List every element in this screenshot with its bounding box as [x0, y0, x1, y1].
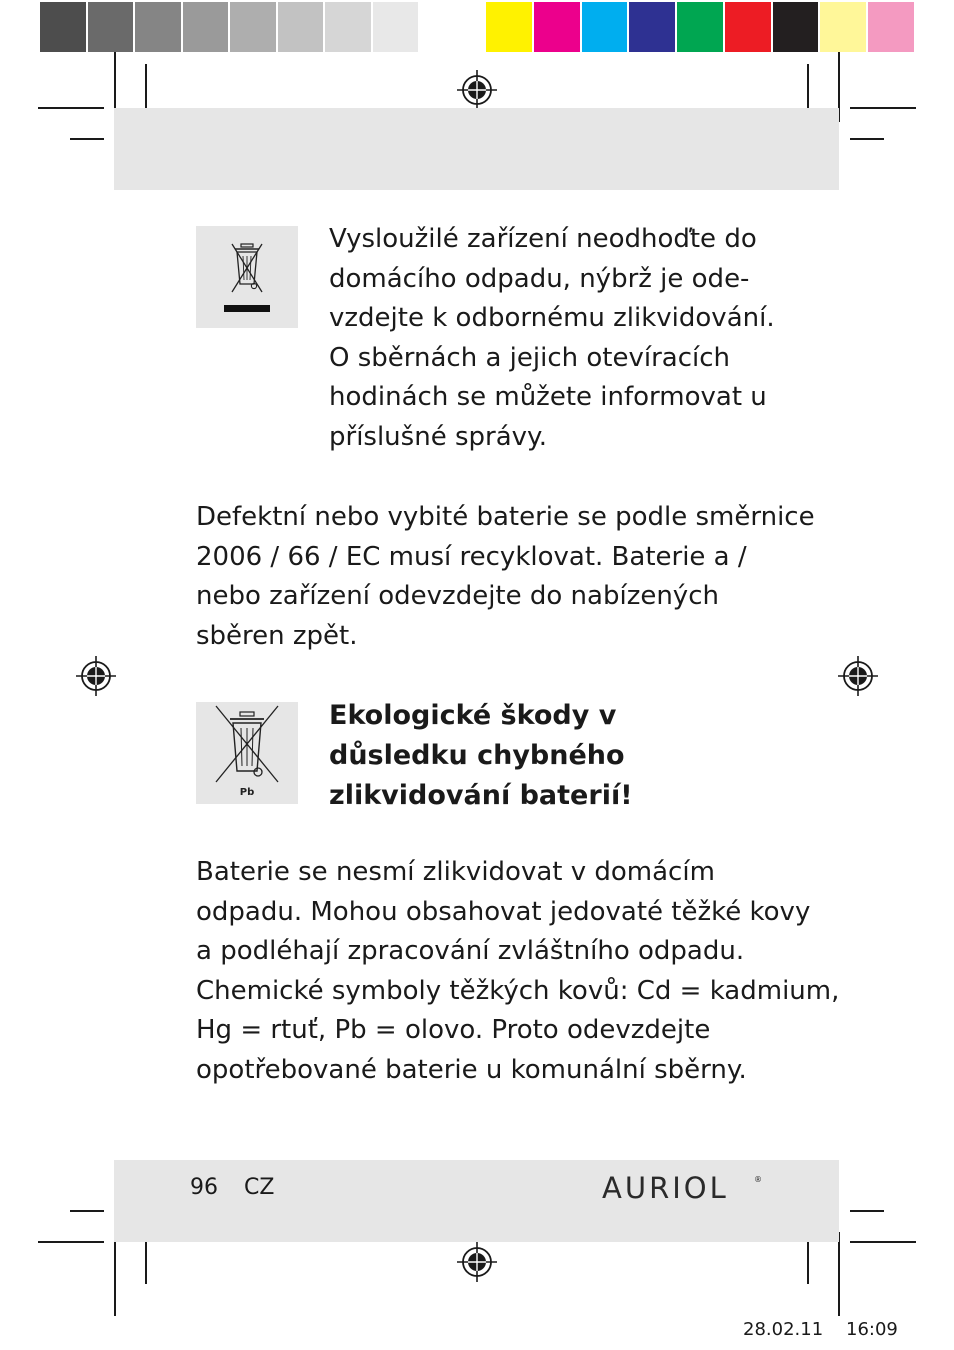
text-line: vzdejte k odbornému zlikvidování. [329, 303, 775, 333]
color-swatch [773, 2, 821, 52]
text-line: Baterie se nesmí zlikvidovat v domácím [196, 857, 715, 887]
color-swatch [820, 2, 868, 52]
crop-mark [850, 1241, 916, 1243]
crop-mark [70, 138, 104, 140]
auriol-logo [600, 1170, 762, 1206]
color-swatch [868, 2, 916, 52]
ecological-damage-heading [329, 696, 769, 816]
gray-swatch [135, 2, 183, 52]
battery-recycling-paragraph [196, 498, 815, 656]
heading-line: zlikvidování baterií! [329, 780, 633, 811]
gray-swatch [88, 2, 136, 52]
text-line: Hg = rtuť, Pb = olovo. Proto odevzdejte [196, 1015, 711, 1045]
print-date: 28.02.11 [743, 1319, 824, 1340]
gray-swatch [40, 2, 88, 52]
trademark-symbol: ® [754, 1175, 762, 1184]
color-swatch [725, 2, 773, 52]
language-code: CZ [244, 1175, 275, 1200]
text-line: a podléhají zpracování zvláštního odpadu. [196, 936, 745, 966]
text-line: 2006 / 66 / EC musí recyklovat. Baterie a / [196, 541, 747, 572]
registration-mark-icon [457, 1242, 497, 1282]
page-header-band [114, 108, 839, 190]
crop-mark [850, 107, 916, 109]
color-swatch [629, 2, 677, 52]
color-swatch [582, 2, 630, 52]
gray-swatch [183, 2, 231, 52]
brand-name: AURIOL [602, 1171, 729, 1205]
disposal-paragraph [329, 220, 775, 457]
grayscale-color-bar [40, 2, 468, 52]
gray-swatch [278, 2, 326, 52]
crop-mark [850, 1210, 884, 1212]
gray-swatch [230, 2, 278, 52]
color-swatch [677, 2, 725, 52]
gray-swatch [420, 2, 468, 52]
heading-line: důsledku chybného [329, 740, 625, 771]
lead-label: Pb [239, 787, 255, 798]
heading-line: Ekologické škody v [329, 700, 617, 731]
text-line: odpadu. Mohou obsahovat jedovaté těžké kovy [196, 896, 811, 927]
crop-mark [850, 138, 884, 140]
text-line: Defektní nebo vybité baterie se podle směrnice [196, 502, 815, 532]
crossed-out-battery-bin-icon [196, 702, 298, 804]
gray-swatch [373, 2, 421, 52]
page-number: 96 [190, 1175, 218, 1200]
text-line: opotřebované baterie u komunální sběrny. [196, 1054, 747, 1085]
weee-symbol-box [196, 226, 298, 328]
text-line: Vysloužilé zařízení neodhoďte do [329, 224, 757, 254]
crop-mark [38, 107, 104, 109]
crop-mark [114, 1232, 116, 1316]
text-line: domácího odpadu, nýbrž je ode- [329, 263, 750, 294]
text-line: Chemické symboly těžkých kovů: Cd = kadmium, [196, 975, 840, 1006]
text-line: O sběrnách a jejich otevíracích [329, 342, 730, 373]
color-swatch [486, 2, 534, 52]
crossed-out-wheelie-bin-icon [196, 226, 298, 328]
gray-swatch [325, 2, 373, 52]
process-color-bar [486, 2, 916, 52]
print-time: 16:09 [846, 1319, 898, 1340]
text-line: sběren zpět. [196, 620, 358, 651]
text-line: nebo zařízení odevzdejte do nabízených [196, 581, 719, 611]
crop-mark [838, 1232, 840, 1316]
registration-mark-icon [457, 70, 497, 110]
text-line: hodinách se můžete informovat u [329, 382, 767, 412]
crop-mark [38, 1241, 104, 1243]
text-line: příslušné správy. [329, 421, 547, 452]
registration-mark-icon [838, 656, 878, 696]
color-swatch [534, 2, 582, 52]
battery-disposal-symbol-box [196, 702, 298, 804]
crop-mark [70, 1210, 104, 1212]
heavy-metals-paragraph [196, 853, 840, 1090]
registration-mark-icon [76, 656, 116, 696]
